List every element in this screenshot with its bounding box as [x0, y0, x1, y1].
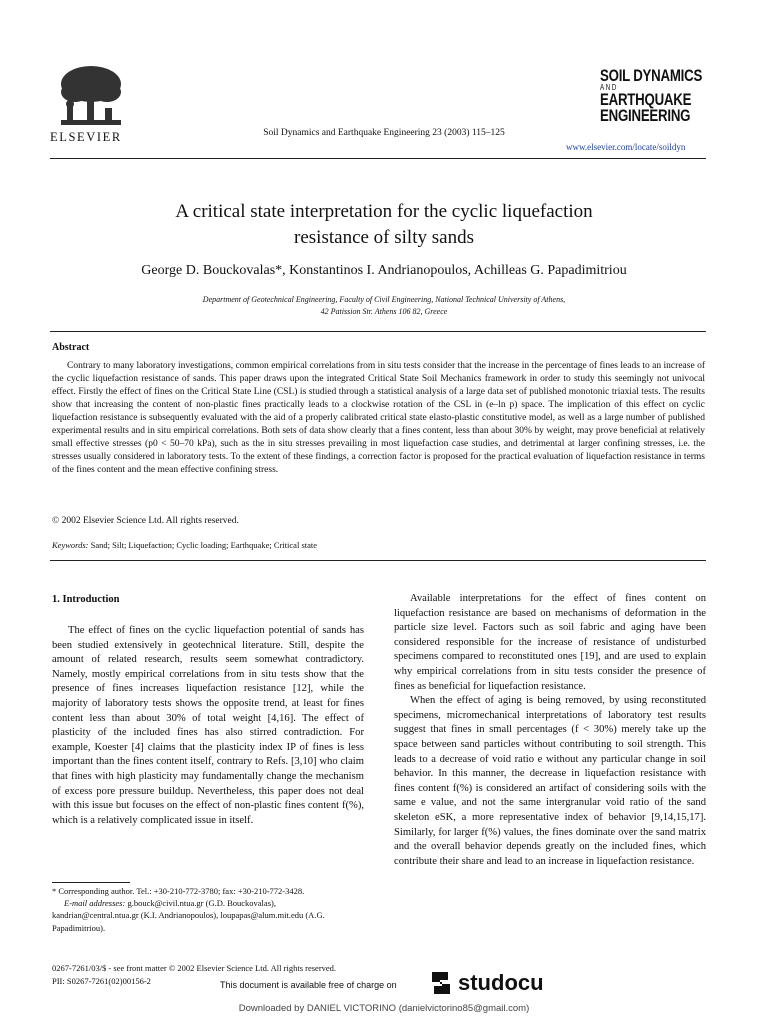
affiliation-line-1: Department of Geotechnical Engineering, Faculty of Civil Engineering, National Technical University of Athens,	[202, 295, 566, 304]
email-label: E-mail addresses:	[64, 898, 126, 909]
title-line-2: resistance of silty sands	[294, 227, 474, 248]
studocu-availability-note: This document is available free of charge on	[220, 980, 397, 990]
studocu-wordmark: studocu	[458, 970, 544, 995]
keywords	[52, 540, 317, 550]
brand-line-1: SOIL DYNAMICS	[600, 66, 703, 85]
footnote-divider	[52, 882, 130, 883]
brand-line-2: AND	[600, 83, 618, 92]
affiliation	[0, 294, 768, 318]
elsevier-tree-logo	[55, 62, 127, 130]
email-addresses	[52, 897, 364, 934]
download-attribution: Downloaded by DANIEL VICTORINO (danielvictorino85@gmail.com)	[238, 1003, 530, 1014]
intro-paragraph-2: Available interpretations for the effect of fines content on liquefaction resistance are based on mechanisms of deformation in the particle size level. Factors such as soil fabric and aging have been considered responsible for the increase of resistance of undisturbed specimens compared to reconstituted ones [19], and are used to explain why empirical correlations from in situ tests consider the presence of fines as beneficial for liquefaction resistance.	[394, 593, 706, 692]
abstract-top-divider	[50, 331, 706, 332]
studocu-icon	[428, 968, 454, 998]
abstract-copyright: © 2002 Elsevier Science Ltd. All rights reserved.	[52, 516, 239, 526]
brand-line-4: ENGINEERING	[600, 106, 691, 125]
footnotes	[52, 885, 364, 934]
abstract-text: Contrary to many laboratory investigations, common empirical correlations from in situ tests consider that the increase in the percentage of fines leads to an increase of the cyclic liquefaction resistance of sands. This paper draws upon the integrated Critical State Soil Mechanics framework in order to study this seemingly not univocal effect. Firstly the effect of fines on the Critical State Line (CSL) is studied through a statistical analysis of a large data set of published monotonic triaxial tests. The results show that increasing the content of non-plastic fines practically leads to a clockwise rotation of the CSL in (e–ln p) space. The implication of this effect on cyclic liquefaction resistance is subsequently evaluated with the aid of a properly calibrated critical state elasto-plastic constitutive model, as well as a large number of published experimental results and in situ empirical correlations. Both sets of data show clearly that a fines content, less than about 30% by weight, may prove beneficial at relatively small effective stresses (p0 < 50–70 kPa), such as the in situ stresses prevailing in most liquefaction case studies, and detrimental at larger confining stresses, i.e. the stresses usually considered in laboratory tests. To the extent of these findings, a correction factor is proposed for the practical evaluation of liquefaction resistance in terms of the fines content and the mean effective confining stress.	[52, 361, 705, 475]
left-column	[52, 624, 364, 828]
affiliation-line-2: 42 Patission Str. Athens 106 82, Greece	[320, 307, 448, 316]
abstract-bottom-divider	[50, 560, 706, 561]
title-line-1: A critical state interpretation for the cyclic liquefaction	[175, 201, 593, 222]
intro-paragraph-3: When the effect of aging is being removed, by using reconstituted specimens, micromechanical interpretations of laboratory test results suggest that fines in small percentages (f < 30%) merely take up the space between sand particles without contributing to soil strength. This leads to a decrease of void ratio e without any particular change in soil behavior. In this manner, the decrease in liquefaction resistance with fines content f(%) is considered an artifact of considering soils with the same e value, and not the same intergranular void ratio of the sand skeleton eSK, a more representative index of behavior [9,14,15,17]. Similarly, for larger f(%) values, the fines dominate over the sand matrix and the overall behavior depends greatly on the included fines, which contribute their share and lead to an increase in liquefaction resistance.	[394, 695, 706, 867]
keywords-list: Sand; Silt; Liquefaction; Cyclic loading; Earthquake; Critical state	[88, 540, 318, 550]
authors: George D. Bouckovalas*, Konstantinos I. Andrianopoulos, Achilleas G. Papadimitriou	[141, 263, 627, 278]
issn-line: 0267-7261/03/$ - see front matter © 2002 Elsevier Science Ltd. All rights reserved.	[52, 963, 337, 973]
email-list: g.bouck@civil.ntua.gr (G.D. Bouckovalas), kandrian@central.ntua.gr (K.I. Andrianopoulos), loupapas@alum.mit.edu (A.G. Papadimitriou).	[52, 898, 325, 933]
corresponding-author-note: * Corresponding author. Tel.: +30-210-772-3780; fax: +30-210-772-3428.	[52, 886, 305, 896]
article-title	[0, 199, 768, 251]
journal-url-link[interactable]: www.elsevier.com/locate/soildyn	[566, 142, 686, 152]
studocu-logo[interactable]	[428, 968, 544, 998]
pii-line: PII: S0267-7261(02)00156-2	[52, 976, 151, 986]
section-title-introduction: 1. Introduction	[52, 594, 120, 605]
abstract-heading: Abstract	[52, 342, 90, 353]
journal-citation: Soil Dynamics and Earthquake Engineering 23 (2003) 115–125	[263, 128, 505, 138]
intro-paragraph-1: The effect of fines on the cyclic liquefaction potential of sands has been studied extensively in geotechnical literature. Still, despite the amount of related research, results seem somewhat contradictory. Namely, mostly empirical correlations from in situ tests show that the presence of fines increases liquefaction resistance [12], while the majority of laboratory tests shows the opposite trend, at least for fines content less than about 30% of total weight [4,16]. The effect of plasticity of the included fines has also stirred contradiction. For example, Koester [4] claims that the plasticity index IP of fines is less important than the fines content itself, contrary to Refs. [3,10] who claim that fines with high plasticity may fundamentally change the mechanism of excess pore pressure buildup. Nevertheless, this paper does not deal with this issue but focuses on the effect of non-plastic fines content f(%), which is a relatively complicated issue in itself.	[52, 625, 364, 826]
publisher-name: ELSEVIER	[50, 130, 122, 144]
right-column	[394, 592, 706, 869]
keywords-label: Keywords:	[52, 540, 89, 550]
journal-brand-logo	[600, 68, 702, 124]
header-divider	[50, 158, 706, 159]
brand-line-3: EARTHQUAKE	[600, 90, 692, 109]
